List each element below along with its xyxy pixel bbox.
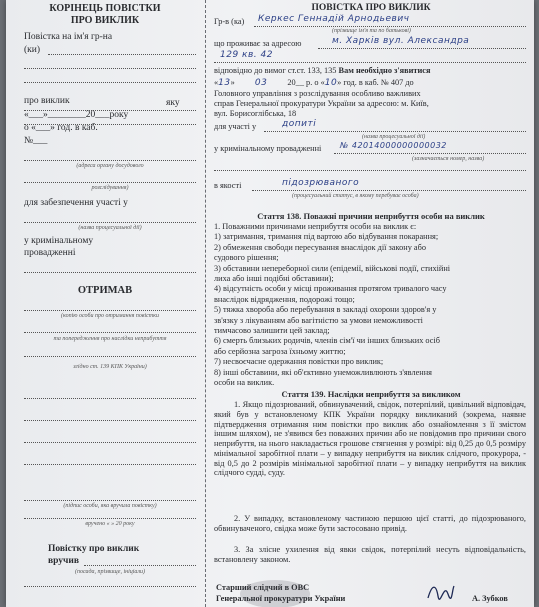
address-blank-2 bbox=[214, 62, 526, 63]
criminal-number: № 42014000000000032 bbox=[340, 141, 447, 150]
article-138-item: 1) затримання, тримання під вартою або відбування покарання; bbox=[214, 232, 439, 242]
addressee-name: Керкес Геннадій Арнодьевич bbox=[258, 14, 410, 24]
article-138-item: 3) обставини непереборної сили (епідемії, військові події, стихійні bbox=[214, 263, 451, 273]
article-138-item: лиха або інші подібні обставини); bbox=[214, 274, 334, 284]
criminal-sub: (зазначається номер, назва) bbox=[412, 156, 485, 162]
addressee-blank bbox=[254, 26, 526, 27]
stub-received-title: ОТРИМАВ bbox=[77, 285, 133, 296]
summons-sheet bbox=[6, 0, 534, 607]
stub-sub-received: (копію особи про отримання повістки bbox=[61, 313, 159, 319]
appear-year: 20 bbox=[287, 78, 296, 87]
signer-position-2: Генеральної прокуратури України bbox=[216, 594, 346, 603]
article-138-item: судового рішення; bbox=[214, 253, 279, 263]
stub-blank-line bbox=[24, 182, 196, 183]
stub-sub-handed: (посада, прізвище, ініціали) bbox=[74, 569, 146, 575]
req-line-5: вул. Борисоглібська, 18 bbox=[214, 109, 297, 118]
article-138-item: 4) відсутність особи у місці проживання протягом тривалого часу bbox=[214, 284, 447, 294]
article-138-item: зв'язку з лікуванням або вагітністю за умови неможливості bbox=[214, 315, 423, 325]
stub-title-1: КОРІНЕЦЬ ПОВІСТКИ bbox=[49, 3, 161, 14]
address-line-2: 129 кв. 42 bbox=[220, 50, 273, 60]
appear-hour: 10 bbox=[324, 78, 338, 88]
stub-name-label: Повістка на ім'я гр-на bbox=[24, 32, 113, 42]
article-138-item: особи на виклик. bbox=[214, 378, 275, 388]
stub-blank-line bbox=[24, 518, 196, 519]
article-138-item: 1. Поважними причинами неприбуття особи на виклик є: bbox=[214, 222, 417, 231]
stub-blank-line bbox=[24, 398, 196, 399]
appear-room: год. в каб. № 407 до bbox=[343, 78, 414, 87]
article-138-item: 6) смерть близьких родичів, членів сім'ї чи інших близьких осіб bbox=[214, 336, 440, 346]
participation-value: допиті bbox=[282, 119, 317, 129]
article-139-p1: 1. Якщо підозрюваний, обвинувачений, свідок, потерпілий, цивільний відповідач, який був у встановленому КПК України порядку викликаний (зокрема, наявне підтвердження отримання ним повістки про виклик або ознайомлення з її змістом іншим шляхом), не з'явився без поважних причин або не повідомив про причини свого неприбуття, на нього накладається грошове стягнення у розмірі: від 0,25 до 0,5 розміру мінімальної заробітної плати – у випадку неприбуття на виклик слідчого, прокурора, - від 0,5 до 2 розмірів мінімальної заробітної плати – у випадку неприбуття на виклик слідчого судді, суду. bbox=[214, 400, 526, 478]
signature-scribble bbox=[426, 580, 456, 604]
article-138-item: тимчасово залишити цей заклад; bbox=[214, 326, 330, 336]
stub-sub-received-3: згідно ст. 139 КПК України) bbox=[73, 364, 147, 370]
stub-handed-label: Повістку про виклик bbox=[48, 544, 140, 554]
article-138-list bbox=[214, 222, 528, 389]
article-138-item: внаслідок відрядження, подорожі тощо; bbox=[214, 294, 355, 304]
article-138-heading: Стаття 138. Поважні причини неприбуття особи на виклик bbox=[257, 211, 485, 221]
article-138-item: 5) тяжка хвороба або перебування в закладі охорони здоров'я у bbox=[214, 305, 437, 315]
requirement-bold: Вам необхідно з'явитися bbox=[338, 66, 431, 75]
stub-name-blank bbox=[48, 54, 196, 55]
addressee-sub: (прізвище ім'я та по батькові) bbox=[332, 28, 411, 34]
stub-sub-received-2: та попередження про наслідки неприбуття bbox=[53, 336, 167, 342]
stub-blank-line bbox=[24, 356, 196, 357]
signer-name: А. Зубков bbox=[472, 594, 508, 603]
requirement-text: відповідно до вимог ст.ст. 133, 135 bbox=[214, 66, 337, 75]
article-139-p2: 2. У випадку, встановленому частиною першою цієї статті, до підозрюваного, обвинуваченого, свідка може бути застосовано привід. bbox=[214, 514, 526, 533]
stub-title-2: ПРО ВИКЛИК bbox=[70, 15, 140, 26]
participation-label: для участі у bbox=[214, 122, 257, 131]
stub-sub-proc: (назва процесуальної дії) bbox=[78, 225, 142, 231]
address-label: що проживає за адресою bbox=[214, 39, 302, 48]
stub-blank-line bbox=[24, 310, 196, 311]
participation-sub: (назва процесуальної дії) bbox=[362, 134, 426, 140]
stub-crim-label-2: провадженні bbox=[24, 248, 76, 258]
status-value: підозрюваного bbox=[282, 178, 360, 188]
stub-blank-line bbox=[24, 586, 196, 587]
tear-off-line bbox=[205, 0, 206, 607]
stub-blank-line bbox=[24, 272, 196, 273]
criminal-label: у кримінальному провадженні bbox=[214, 144, 322, 153]
stub-about-label: про виклик bbox=[24, 96, 70, 106]
stub-blank-line bbox=[24, 82, 196, 83]
stub-blank-line bbox=[24, 332, 196, 333]
addressee-label: Гр-в (ка) bbox=[214, 17, 245, 26]
article-138-item: 8) інші обставини, які об'єктивно унеможливлюють з'явлення bbox=[214, 367, 432, 377]
stub-blank-line bbox=[24, 420, 196, 421]
stub-date-label: «___»________20___року bbox=[24, 110, 129, 120]
participation-blank bbox=[264, 131, 526, 132]
criminal-blank bbox=[334, 153, 526, 154]
signer-position-1: Старший слідчий в ОВС bbox=[216, 583, 310, 592]
stub-to-label: яку bbox=[166, 98, 180, 108]
req-line-3: Головного управління з розслідування особливо важливих bbox=[214, 89, 421, 98]
appear-month: 03 bbox=[254, 78, 268, 88]
appear-day: 13 bbox=[218, 78, 231, 88]
address-line-1: м. Харків вул. Александра bbox=[332, 36, 470, 46]
req-line-4: справ Генеральної прокуратури України за адресою: м. Київ, bbox=[214, 99, 429, 108]
stub-blank-line bbox=[24, 160, 196, 161]
stub-sub-sign: (підпис особи, яка вручила повістку) bbox=[63, 503, 157, 509]
status-label: в якості bbox=[214, 181, 242, 190]
status-sub: (процесуальний статус, в якому перебуває особа) bbox=[292, 193, 419, 199]
criminal-blank-2 bbox=[214, 170, 526, 171]
stub-name-label-2: (ки) bbox=[24, 45, 41, 55]
stub-blank-line bbox=[24, 222, 196, 223]
stub-time-label: о «___» год. в каб. bbox=[24, 123, 98, 133]
stub-sub-person-2: розслідування) bbox=[91, 185, 129, 191]
official-stamp bbox=[240, 580, 310, 607]
stub-security-label: для забезпечення участі у bbox=[24, 198, 128, 208]
stub-handed-blank bbox=[84, 565, 196, 566]
address-blank bbox=[318, 48, 526, 49]
article-139-p3: 3. За злісне ухилення від явки свідок, потерпілий несуть відповідальність, встановлену законом. bbox=[214, 545, 526, 564]
stub-blank-line bbox=[24, 500, 196, 501]
article-139-heading: Стаття 139. Наслідки неприбуття за викликом bbox=[281, 389, 461, 399]
summons-stub bbox=[6, 0, 204, 607]
requirement-line bbox=[214, 66, 430, 76]
article-138-item: 7) несвоєчасне одержання повістки про виклик; bbox=[214, 357, 384, 367]
stub-blank-line bbox=[24, 68, 196, 69]
stub-blank-line bbox=[24, 464, 196, 465]
stub-handed-label-2: вручив bbox=[48, 556, 80, 566]
article-138-item: 2) обмеження свободи пересування внаслідок дії закону або bbox=[214, 242, 426, 252]
status-blank bbox=[252, 190, 526, 191]
stub-sub-sign-2: вручено « » 20 року bbox=[85, 521, 135, 527]
stub-blank-line bbox=[24, 442, 196, 443]
stub-num-label: №___ bbox=[24, 136, 48, 146]
main-title: ПОВІСТКА ПРО ВИКЛИК bbox=[311, 3, 431, 13]
stub-crim-label: у кримінальному bbox=[24, 236, 94, 246]
stub-sub-person: (адреса органу досудового bbox=[76, 163, 144, 169]
appear-date-line: «13» 03 20__ р. о «10» год. в каб. № 407 до bbox=[214, 78, 414, 88]
article-138-item: або серйозна загроза їхньому життю; bbox=[214, 346, 346, 356]
summons-main bbox=[212, 0, 530, 607]
